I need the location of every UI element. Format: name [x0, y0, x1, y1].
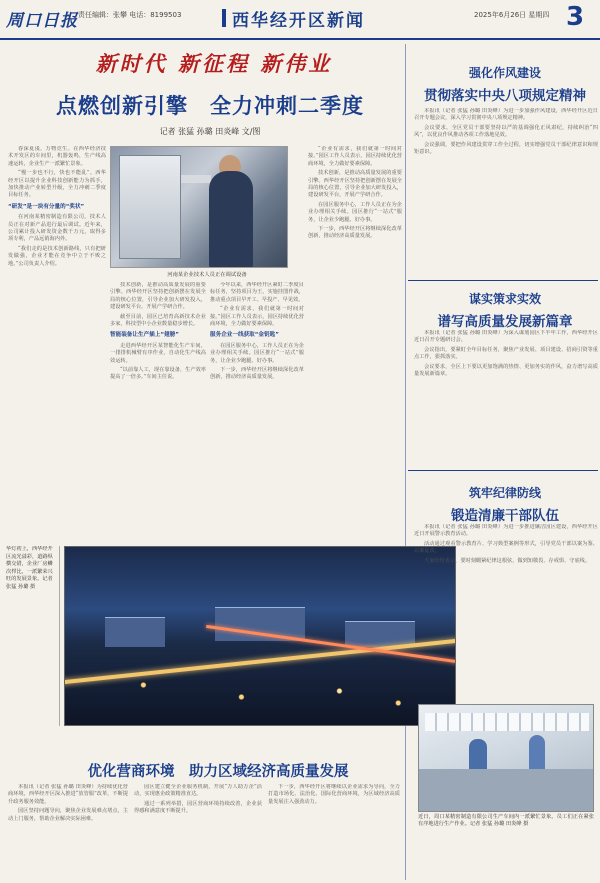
lead-column-4 [308, 146, 402, 538]
paragraph: 会议要求，全区党员干部要坚持以严的基调强化正风肃纪，持续纠治“四风”，以优良作风推动各项工作落地见效。 [414, 124, 598, 139]
building-shape [105, 617, 165, 647]
bottom-column-2 [134, 784, 262, 880]
editor-line: 责任编辑：张攀 电话：8199503 [78, 11, 182, 19]
lead-column-2 [110, 282, 206, 538]
subheading: 智能装备让生产插上“翅膀” [110, 332, 179, 339]
paragraph: 技术创新，是推动高质量发展的重要引擎。西华经开区坚持把创新摆在发展全局的核心位置，引导企业加大研发投入，建设研发平台，开展产学研合作。 [110, 282, 206, 311]
bottom-headline: 优化营商环境 助力区域经济高质量发展 [87, 764, 349, 780]
paragraph: 园区坚持问题导向，聚焦企业发展难点堵点，主动上门服务，帮助企业解决实际困难。 [8, 808, 128, 822]
divider [408, 280, 598, 281]
lead-column-1 [8, 146, 106, 538]
column-divider [405, 44, 406, 880]
paragraph: “企业有需求，我们就第一时间对接。”园区工作人员表示，园区持续优化营商环境，全力做好要素保障。 [308, 146, 402, 167]
banner-text: 新时代 新征程 新伟业 [95, 52, 333, 76]
lead-byline: 记者 张猛 孙璐 田炎峰 文/图 [159, 127, 261, 136]
factory-photo-caption: 河南某企业技术人员正在调试设备 [167, 272, 247, 278]
paragraph: 本报讯（记者 张猛 孙璐 田炎峰）为持续优化营商环境，西华经开区深入推进“放管服”改革，不断提升政务服务效能。 [8, 784, 128, 805]
section-title: 西华经开区新闻 [232, 6, 365, 31]
bottom-column-3 [268, 784, 400, 880]
paragraph: 下一步，西华经开区将继续深化改革创新，推动经济高质量发展。 [308, 226, 402, 240]
paragraph: 下一步，西华经开区将继续以企业需求为导向，全力打造市场化、法治化、国际化营商环境，为区域经济高质量发展注入强劲动力。 [268, 784, 400, 805]
story1-kicker: 强化作风建设 [468, 66, 541, 80]
machine-shape [119, 155, 181, 259]
production-photo-caption: 近日，周口某精密制造有限公司生产车间内一派繁忙景象。员工们正在紧张有序地进行生产作业。记者 张猛 孙璐 田炎峰 摄 [418, 814, 594, 827]
night-aerial-photo [64, 546, 456, 726]
divider [408, 470, 598, 471]
bottom-column-1 [8, 784, 128, 880]
pipe-shape [181, 175, 211, 183]
story2-body [414, 330, 598, 464]
subheading: “研发”是一块有分量的“奖状” [8, 203, 85, 210]
publication-date: 2025年6月26日 星期四 [474, 11, 550, 19]
paragraph: 技术创新，是推动高质量发展的重要引擎。西华经开区坚持把创新摆在发展全局的核心位置，引导企业加大研发投入，建设研发平台，开展产学研合作。 [308, 170, 402, 199]
worker-shape [209, 171, 253, 268]
story3-kicker: 筑牢纪律防线 [468, 486, 541, 500]
factory-photo [110, 146, 288, 268]
city-lights-shape [65, 667, 456, 726]
paragraph: 在园区服务中心，工作人员正在为企业办理相关手续。园区推行“一站式”服务，让企业少跑腿、好办事。 [308, 201, 402, 223]
paragraph: 今年以来，西华经开区紧盯二季度目标任务，坚持项目为王，实施挂图作战，推动重点项目早开工、早投产、早见效。 [210, 282, 304, 303]
production-line-photo [418, 704, 594, 812]
lead-headline: 点燃创新引擎 全力冲刺二季度 [56, 94, 364, 118]
story3-headline [412, 484, 598, 524]
story3-title: 锻造清廉干部队伍 [451, 508, 559, 524]
page-number: 3 [566, 2, 585, 32]
paragraph: 会议指出，要紧盯全年目标任务，聚焦产业发展、项目建设、招商引资等重点工作，狠抓落实。 [414, 346, 598, 361]
paragraph: 走进西华经开区某智能化生产车间，一排排机械臂有序作业，自动化生产线高效运转。 [110, 342, 206, 364]
building-shape [345, 621, 415, 647]
equipment-rack-shape [425, 713, 589, 731]
paragraph: “企业有需求，我们就第一时间对接。”园区工作人员表示，园区持续优化营商环境，全力做好要素保障。 [210, 306, 304, 328]
paragraph: 本报讯（记者 张猛 孙璐 田炎峰）为深入谋划园区下半年工作，西华经开区近日召开专题研讨会。 [414, 330, 598, 344]
paragraph: 活动通过观看警示教育片、学习典型案例等形式，引导党员干部以案为鉴、以案促改。 [414, 540, 598, 555]
paragraph: 本报讯（记者 张猛 孙璐 田炎峰）为进一步加强作风建设，西华经开区近日召开专题会议，深入学习贯彻中央八项规定精神。 [414, 108, 598, 122]
story1-title: 贯彻落实中央八项规定精神 [424, 88, 586, 104]
paragraph: 会议强调，要把作风建设贯穿工作全过程，切实增强党员干部纪律意识和规矩意识。 [414, 141, 598, 156]
story3-body [414, 524, 598, 698]
paragraph: 会议要求，全区上下要以更加饱满的热情、更加务实的作风，奋力谱写高质量发展新篇章。 [414, 363, 598, 378]
night-photo-caption: 华灯初上，西华经开区流光溢彩，道路纵横交错，企业厂房鳞次栉比，一派繁荣兴旺的发展景象。记者 张猛 孙璐 摄 [6, 546, 60, 726]
workbench-shape [419, 769, 594, 812]
lead-banner [58, 44, 370, 82]
masthead [0, 0, 600, 40]
paragraph: 本报讯（记者 张猛 孙璐 田炎峰）为进一步推进廉洁园区建设，西华经开区近日开展警示教育活动。 [414, 524, 598, 538]
paragraph: 大家纷纷表示，要时刻绷紧纪律这根弦，做到知敬畏、存戒惧、守底线。 [424, 557, 591, 564]
lead-column-3 [210, 282, 304, 538]
story1-headline [412, 64, 598, 104]
paragraph: 在园区服务中心，工作人员正在为企业办理相关手续。园区推行“一站式”服务，让企业少跑腿、好办事。 [210, 342, 304, 364]
story2-headline [412, 290, 598, 330]
story2-kicker: 谋实策求实效 [468, 292, 541, 306]
paragraph: 在河南某精密制造有限公司，技术人员正在对新产品进行最后调试。近年来，公司累计投入研发资金数千万元，取得多项专利，产品远销海内外。 [8, 214, 106, 243]
paragraph: “慢一步也不行，快也不能乱”。西华经开区以提升企业科技创新能力为抓手，加快推动产业转型升级，全力冲刺二季度目标任务。 [8, 170, 106, 199]
story2-title: 谱写高质量发展新篇章 [437, 314, 573, 330]
story1-body [414, 108, 598, 276]
paragraph: 截至目前，园区已培育高新技术企业多家，科技型中小企业数量稳步增长。 [110, 313, 206, 328]
paragraph: “以前靠人工，现在靠设备，生产效率提高了一倍多。”车间主任说。 [110, 367, 206, 381]
paragraph: 园区建立健全企业服务机制，开展“万人助万企”活动，实现惠企政策精准直达。 [134, 784, 262, 798]
newspaper-logo: 周口日报 [6, 11, 78, 31]
paragraph: “我们走的是技术创新路线，只有把研发做强，企业才能在竞争中立于不败之地。”公司负责人介绍。 [8, 245, 106, 267]
paragraph: 通过一系列举措，园区营商环境持续改善，企业获得感和满意度不断提升。 [134, 800, 262, 815]
subheading: 服务企业一线获取“金钥匙” [210, 332, 279, 339]
paragraph: 春深夏浅，万物竞生。在西华经济技术开发区的车间里，机器轰鸣，生产线高速运转，企业生产一派繁忙景象。 [8, 146, 106, 167]
paragraph: 下一步，西华经开区将继续深化改革创新，推动经济高质量发展。 [210, 367, 304, 381]
